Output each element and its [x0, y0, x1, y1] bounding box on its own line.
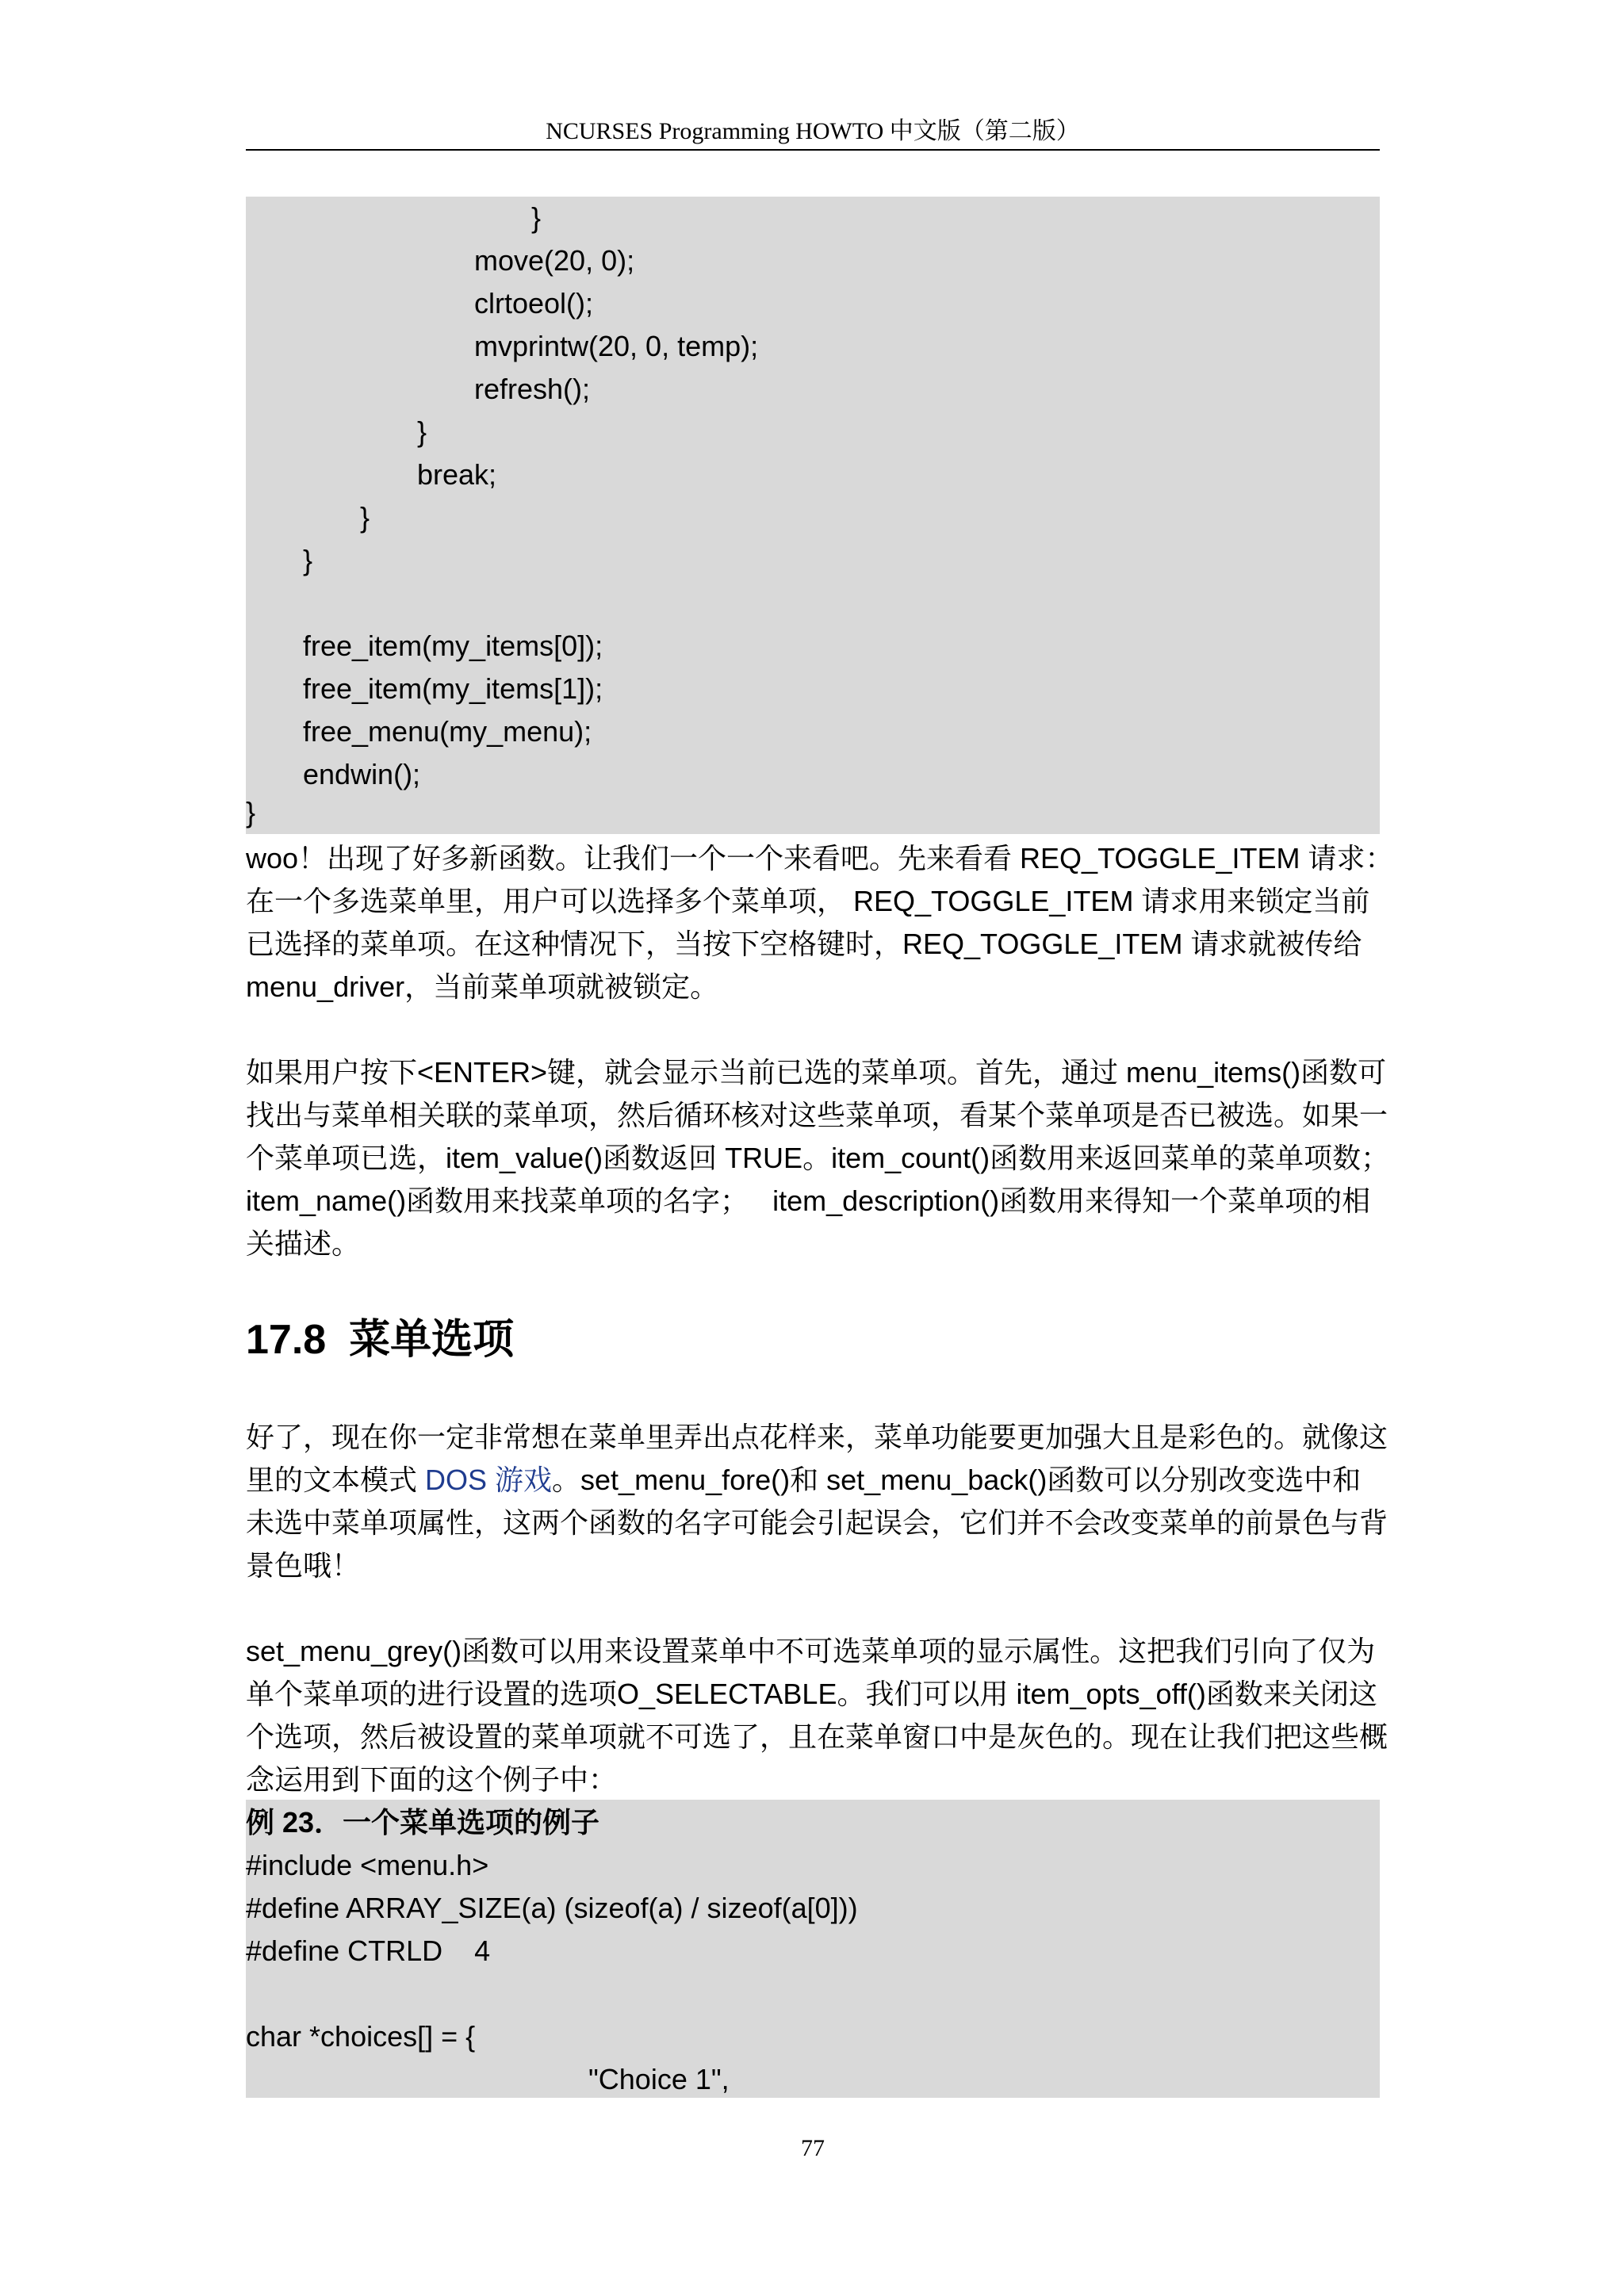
code-line: break; — [417, 458, 497, 491]
dos-games-link[interactable]: DOS 游戏 — [425, 1464, 553, 1496]
code-line: char *choices[] = { — [246, 2020, 476, 2053]
code-line: clrtoeol(); — [474, 287, 594, 320]
code-line: #define CTRLD 4 — [246, 1934, 491, 1967]
section-heading: 17.8 菜单选项 — [246, 1317, 515, 1363]
code-block-top — [246, 197, 1380, 834]
page-number: 77 — [801, 2135, 825, 2161]
paragraph-line: 已选择的菜单项。在这种情况下，当按下空格键时，REQ_TOGGLE_ITEM 请求就被传给 — [246, 928, 1362, 960]
code-line: endwin(); — [303, 758, 421, 790]
code-line: } — [246, 796, 256, 828]
code-line: } — [360, 501, 370, 534]
paragraph-line: set_menu_grey()函数可以用来设置菜单中不可选菜单项的显示属性。这把我们引向了仅为 — [246, 1635, 1376, 1667]
paragraph-line-with-link — [246, 1459, 1361, 1502]
paragraph-line: item_name()函数用来找菜单项的名字； item_description()函数用来得知一个菜单项的相 — [246, 1184, 1371, 1217]
example-caption: 例 23．一个菜单选项的例子 — [246, 1806, 600, 1839]
code-line: "Choice 1", — [588, 2063, 730, 2095]
paragraph-text: 里的文本模式 — [246, 1464, 426, 1496]
paragraph-line: 未选中菜单项属性，这两个函数的名字可能会引起误会，它们并不会改变菜单的前景色与背 — [246, 1506, 1388, 1539]
paragraph-line: 好了，现在你一定非常想在菜单里弄出点花样来，菜单功能要更加强大且是彩色的。就像这 — [246, 1421, 1388, 1453]
running-header: NCURSES Programming HOWTO 中文版（第二版） — [546, 118, 1080, 144]
paragraph-line: menu_driver，当前菜单项就被锁定。 — [246, 970, 719, 1003]
paragraph-line: 找出与菜单相关联的菜单项，然后循环核对这些菜单项，看某个菜单项是否已被选。如果一 — [246, 1099, 1388, 1131]
code-line: #include <menu.h> — [246, 1849, 489, 1881]
code-line: free_item(my_items[0]); — [303, 629, 603, 662]
code-line: mvprintw(20, 0, temp); — [474, 330, 759, 362]
paragraph-line: woo！出现了好多新函数。让我们一个一个来看吧。先来看看 REQ_TOGGLE_ITEM 请求： — [246, 842, 1394, 874]
paragraph-line: 如果用户按下<ENTER>键，就会显示当前已选的菜单项。首先，通过 menu_items()函数可 — [246, 1056, 1387, 1089]
code-line: refresh(); — [474, 373, 591, 405]
code-line: free_item(my_items[1]); — [303, 672, 603, 705]
paragraph-line: 个选项，然后被设置的菜单项就不可选了，且在菜单窗口中是灰色的。现在让我们把这些概 — [246, 1720, 1388, 1753]
paragraph-line: 在一个多选菜单里，用户可以选择多个菜单项， REQ_TOGGLE_ITEM 请求用来锁定当前 — [246, 885, 1370, 917]
paragraph-line: 关描述。 — [246, 1227, 361, 1260]
code-line: } — [417, 415, 427, 448]
code-line: free_menu(my_menu); — [303, 715, 592, 748]
paragraph-text: 。set_menu_fore()和 set_menu_back()函数可以分别改变选中和 — [552, 1464, 1362, 1496]
code-line: #define ARRAY_SIZE(a) (sizeof(a) / sizeof(a[0])) — [246, 1892, 858, 1924]
paragraph-line: 单个菜单项的进行设置的选项O_SELECTABLE。我们可以用 item_opts_off()函数来关闭这 — [246, 1678, 1377, 1710]
header-rule — [246, 149, 1380, 151]
paragraph-line: 个菜单项已选，item_value()函数返回 TRUE。item_count()函数用来返回菜单的菜单项数； — [246, 1142, 1390, 1174]
code-block-example — [246, 1800, 1380, 2098]
code-line: } — [531, 201, 542, 234]
code-line: } — [303, 544, 313, 576]
paragraph-line: 景色哦！ — [246, 1549, 361, 1582]
code-line: move(20, 0); — [474, 244, 635, 277]
paragraph-line: 念运用到下面的这个例子中： — [246, 1763, 618, 1796]
